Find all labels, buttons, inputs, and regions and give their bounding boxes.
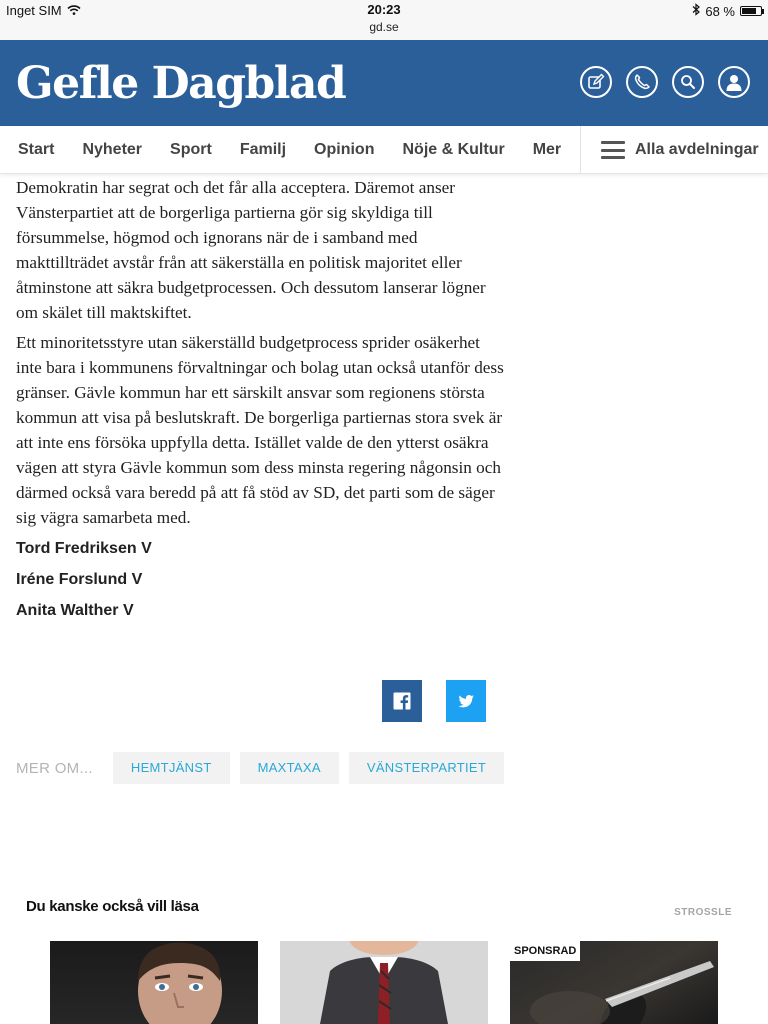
nav-item-mer[interactable]: Mer: [532, 141, 562, 158]
main-nav: [0, 126, 768, 174]
article-paragraph: Demokratin har segrat och det får alla acceptera. Däremot anser Vänsterpartiet att de borgerliga partierna gör sig skyldiga till försummelse, högmod och ignorans när de i samband med makttillträdet avstår från att säkerställa en politisk majoritet eller åtminstone att säkra budgetprocessen. Och dessutom lanserar lögner om skälet till maktskiftet.: [16, 178, 486, 322]
hamburger-menu-icon: [601, 141, 625, 159]
related-card[interactable]: [510, 941, 718, 1024]
tags-label: MER OM...: [16, 759, 93, 777]
share-twitter-button[interactable]: [446, 680, 486, 722]
battery-icon: [740, 6, 762, 16]
search-icon[interactable]: [672, 66, 704, 98]
twitter-icon: [458, 695, 474, 708]
man-portrait-image: [50, 941, 258, 1024]
related-card[interactable]: [50, 941, 258, 1024]
battery-level: [742, 8, 756, 14]
article-paragraph: Ett minoritetsstyre utan säkerställd budgetprocess sprider osäkerhet inte bara i kommunens förvaltningar och bolag utan också utanför dess gränser. Gävle kommun har ett särskilt ansvar som regionens största kommun att visa på beslutskraft. De borgerliga partiernas stora svek är att inte ens försöka uppfylla detta. Istället valde de den ytterst osäkra vägen att styra Gävle kommun som dess minsta regering någonsin och därmed också vara beredd på att få stöd av SD, det parti som de säger sig vägra samarbeta med.: [16, 333, 504, 527]
address-bar-url[interactable]: gd.se: [369, 20, 399, 34]
nav-items: [18, 126, 561, 174]
all-sections-button[interactable]: [580, 126, 768, 174]
edit-icon[interactable]: [580, 66, 612, 98]
signature: Iréne Forslund V: [16, 571, 143, 588]
related-source-label[interactable]: STROSSLE: [674, 907, 732, 918]
nav-item-familj[interactable]: Familj: [239, 141, 287, 158]
user-icon[interactable]: [718, 66, 750, 98]
related-cards: [50, 941, 718, 1024]
sponsored-badge: SPONSRAD: [510, 941, 580, 961]
nav-item-nyheter[interactable]: Nyheter: [82, 141, 143, 158]
header-actions: [580, 66, 750, 98]
share-facebook-button[interactable]: [382, 680, 422, 722]
signature: Anita Walther V: [16, 602, 134, 619]
nav-item-sport[interactable]: Sport: [170, 141, 212, 158]
article-body: [16, 175, 506, 629]
article-signatures: [16, 536, 506, 629]
tag-maxtaxa[interactable]: MAXTAXA: [240, 752, 339, 784]
status-bar: [0, 0, 768, 40]
nav-item-start[interactable]: Start: [18, 141, 55, 158]
site-header: [0, 40, 768, 126]
facebook-icon: [393, 692, 411, 710]
clock: 20:23: [367, 2, 401, 17]
site-logo[interactable]: Gefle Dagblad: [16, 58, 346, 109]
related-card[interactable]: [280, 941, 488, 1024]
share-buttons: [382, 680, 486, 722]
topic-tags: [16, 752, 504, 784]
man-in-suit-image: [280, 941, 488, 1024]
signature: Tord Fredriksen V: [16, 540, 152, 557]
bluetooth-icon: [692, 3, 700, 19]
nav-item-opinion[interactable]: Opinion: [314, 141, 375, 158]
phone-icon[interactable]: [626, 66, 658, 98]
all-sections-label: Alla avdelningar: [635, 141, 759, 158]
carrier-label: Inget SIM: [6, 3, 62, 18]
tag-hemtjanst[interactable]: HEMTJÄNST: [113, 752, 230, 784]
battery-percent: 68 %: [705, 3, 735, 19]
related-heading: Du kanske också vill läsa: [26, 898, 199, 915]
nav-item-noje-kultur[interactable]: Nöje & Kultur: [402, 141, 505, 158]
tag-vansterpartiet[interactable]: VÄNSTERPARTIET: [349, 752, 504, 784]
status-right: [692, 3, 762, 19]
